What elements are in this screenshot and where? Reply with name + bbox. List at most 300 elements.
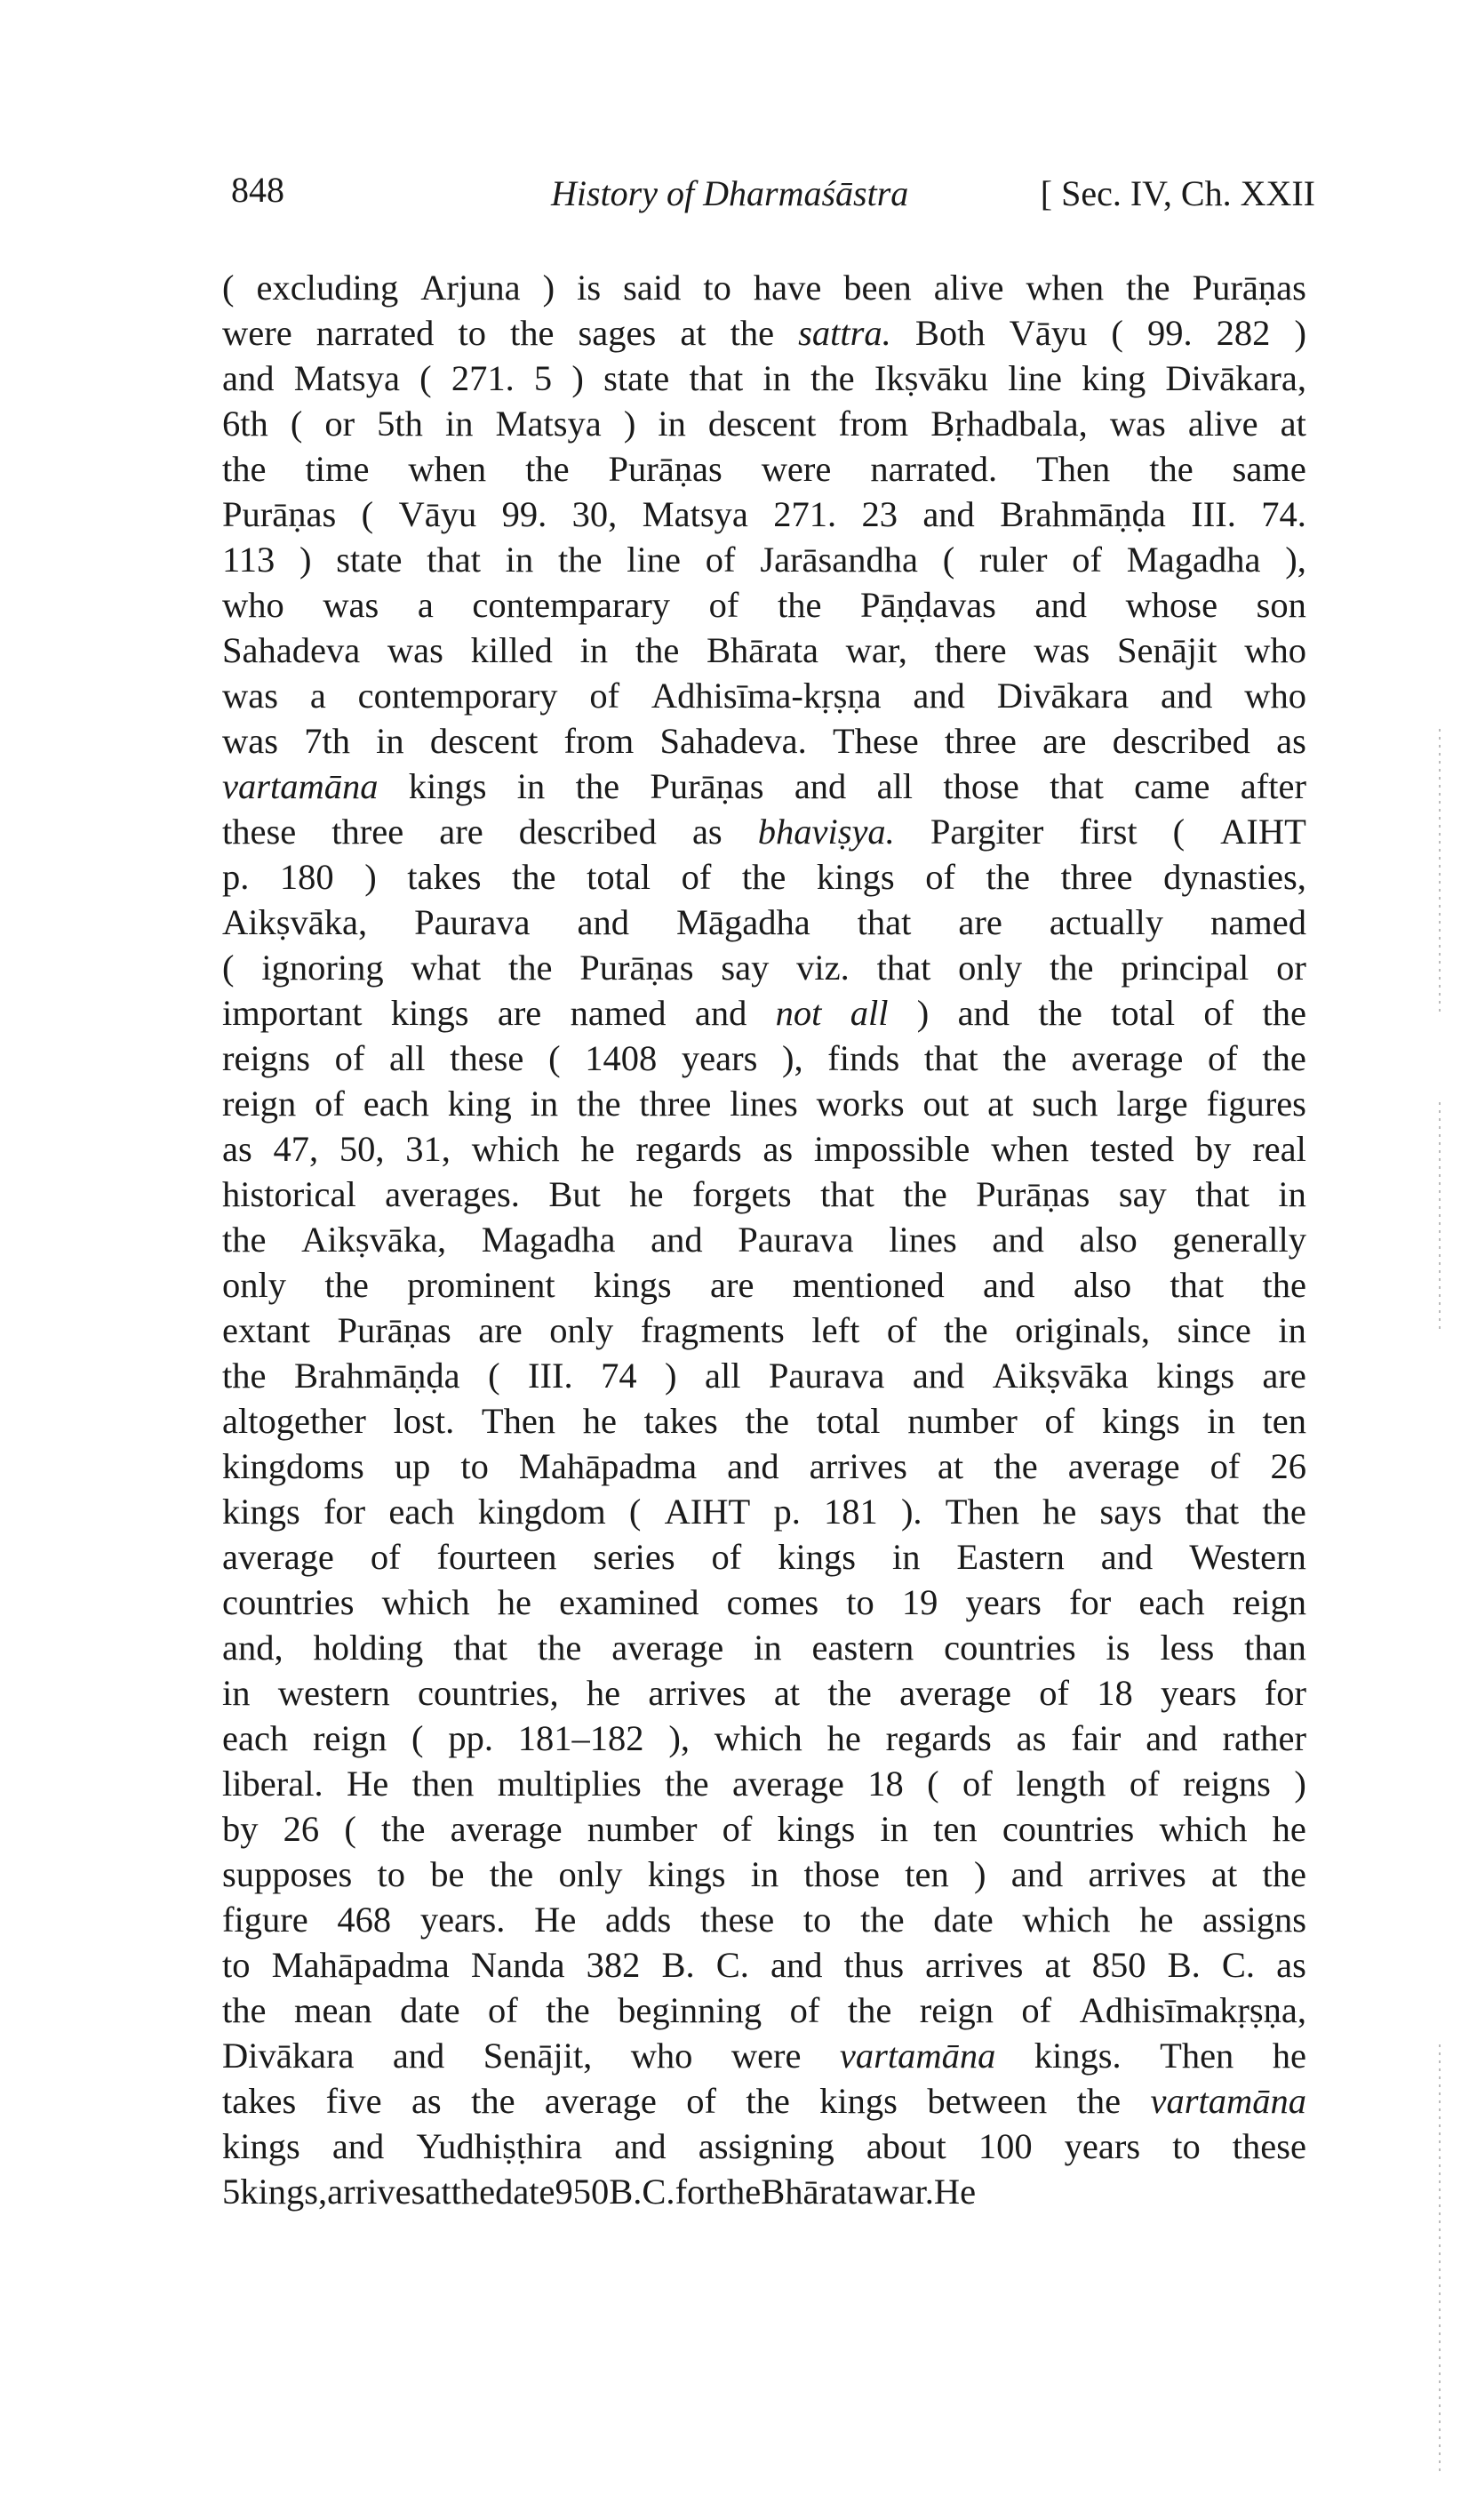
word: same [1232,449,1306,489]
word: C. [1221,1945,1256,1985]
word: the [1262,1492,1306,1532]
word: figure [222,1900,308,1940]
word: line [627,540,682,580]
word: Divākara [222,2036,355,2076]
word: the [777,585,822,625]
word: a [417,585,434,625]
word: five [325,2081,382,2121]
word: ) [623,404,636,444]
word: works [816,1084,905,1124]
word: were [222,313,292,353]
word: beginning [618,1990,762,2030]
word: pp. [448,1718,493,1758]
word: he [1272,1809,1306,1849]
word: important [222,993,363,1033]
word: those [943,766,1019,806]
word: kings [222,2126,300,2166]
text-line [222,900,1306,945]
word: Eastern [956,1537,1065,1577]
word: kings. [1034,2036,1122,2076]
word: Paurava [738,1220,854,1260]
word: and [1010,1854,1064,1894]
word: the [471,2081,515,2121]
word: the [860,1900,905,1940]
word: Adhisīma-kṛṣṇa [651,676,882,716]
word: of [789,1990,820,2030]
word: ) [364,857,377,897]
word: Senājit [1117,630,1218,670]
word: are [497,993,542,1033]
word: in [1278,1174,1306,1214]
word: 1408 [585,1038,658,1078]
word: reign [1232,1582,1306,1622]
word: Magadha [481,1220,616,1260]
word: series [593,1537,675,1577]
word: the [1076,2081,1122,2121]
word: Divākara [996,676,1130,716]
word: have [753,268,822,308]
word: ), [668,1718,690,1758]
word: number [587,1809,698,1849]
word: less [1160,1628,1215,1668]
word: the [1262,1854,1306,1894]
word: Aikṣvāka [992,1356,1129,1396]
word: 271. [773,494,837,534]
word: those [803,1854,881,1894]
word: each [363,1084,429,1124]
word: the [489,1854,534,1894]
word: 181–182 [517,1718,644,1758]
word: 30, [571,494,618,534]
word: that [876,948,931,988]
word: all [850,993,889,1033]
word: Ikṣvāku [874,358,989,398]
word: He [346,1764,389,1804]
word: for [675,2172,717,2212]
word: ( [344,1809,356,1849]
word: in [754,1628,782,1668]
word: said [623,268,682,308]
word: 271. [451,358,515,398]
word: the [558,540,603,580]
text-line [222,1580,1306,1625]
word: that [857,902,912,942]
word: extant [222,1310,310,1350]
word: or [1276,948,1306,988]
word: the [1050,948,1094,988]
word: dynasties, [1163,857,1306,897]
word: ) [571,358,584,398]
word: average [450,1809,563,1849]
word: sattra. [798,313,891,353]
word: state [336,540,403,580]
word: Magadha [1126,540,1261,580]
word: the [222,1220,267,1260]
word: fair [1071,1718,1122,1758]
word: finds [827,1038,900,1078]
word: figures [1206,1084,1306,1124]
word: king [1082,358,1146,398]
word: of [722,1809,753,1849]
word: 31, [405,1129,451,1169]
word: of [488,1990,518,2030]
word: three [1060,857,1133,897]
word: in [376,721,404,761]
word: who [1244,630,1306,670]
word: ( [361,494,374,534]
word: of [681,857,712,897]
word: of [315,1084,345,1124]
word: and [957,993,1010,1033]
text-line [222,1534,1306,1580]
word: B. [609,2172,643,2212]
word: that [453,1628,507,1668]
word: ) [974,1854,986,1894]
word: that [1195,1174,1249,1214]
word: about [866,2126,946,2166]
word: Purāṇas [1192,268,1306,308]
page-header [222,169,1315,222]
word: and [913,676,965,716]
word: averages. [385,1174,520,1214]
word: average [222,1537,334,1577]
document-page [222,169,1315,2214]
word: Purāṇas [608,449,723,489]
word: historical [222,1174,356,1214]
word: a [309,676,326,716]
word: who [222,585,284,625]
word: three [944,721,1017,761]
word: vartamāna [1150,2081,1306,2121]
word: he [1139,1900,1174,1940]
word: the [1038,993,1082,1033]
word: Matsya [642,494,748,534]
word: which [471,1129,560,1169]
word: at [937,1446,964,1486]
word: holding [313,1628,424,1668]
word: Matsya [293,358,400,398]
word: and [922,494,975,534]
word: of [1129,1764,1160,1804]
word: only [958,948,1023,988]
word: Purāṇas [579,948,694,988]
word: date [933,1900,994,1940]
word: whose [1125,585,1218,625]
word: and, [222,1628,283,1668]
word: reign [919,1990,994,2030]
word: ) [299,540,312,580]
word: ) [916,993,930,1033]
word: 5 [222,2172,241,2212]
word: reigns [222,1038,310,1078]
word: rather [1222,1718,1306,1758]
word: ( [411,1718,424,1758]
word: the [1126,268,1170,308]
word: the [324,1265,369,1305]
text-line [222,673,1306,718]
word: in [658,404,686,444]
word: is [1106,1628,1130,1668]
word: sages [578,313,657,353]
word: 74. [1261,494,1306,534]
word: says [1099,1492,1162,1532]
word: countries, [418,1673,559,1713]
word: when [1026,268,1105,308]
word: say [1118,1174,1167,1214]
word: described [1112,721,1250,761]
word: mean [293,1990,372,2030]
word: up [394,1446,431,1486]
word: ) [1294,1764,1306,1804]
word: only [549,1310,614,1350]
word: number [907,1401,1018,1441]
word: the [635,630,680,670]
word: these [699,1900,775,1940]
word: impossible [813,1129,970,1169]
word: length [1016,1764,1106,1804]
word: takes [407,857,482,897]
word: of [334,1038,365,1078]
word: that [1050,766,1104,806]
word: also [1073,1265,1132,1305]
word: the [510,313,555,353]
word: Then [1160,2036,1234,2076]
text-line [222,1942,1306,1988]
word: that [923,1038,978,1078]
word: Purāṇas [337,1310,451,1350]
word: that [427,540,481,580]
word: the [944,1310,988,1350]
word: king [447,1084,512,1124]
word: to [802,1900,832,1940]
word: out [922,1084,970,1124]
word: of [1072,540,1102,580]
word: arrives [648,1673,746,1713]
word: vartamāna [839,2036,996,2076]
word: total [1111,993,1176,1033]
word: alive [1187,404,1258,444]
word: the [537,1628,582,1668]
word: examined [559,1582,699,1622]
word: that [1185,1492,1240,1532]
word: years [1064,2126,1141,2166]
word: in [516,766,546,806]
word: and [694,993,747,1033]
word: the [847,1990,892,2030]
word: state [603,358,670,398]
word: kings [390,993,469,1033]
word: generally [1172,1220,1306,1260]
word: as [222,1129,252,1169]
word: Vāyu [1009,313,1088,353]
word: years [965,1582,1042,1622]
word: the [222,1990,267,2030]
text-line [222,2078,1306,2124]
word: for [1069,1582,1112,1622]
word: ( [628,1492,642,1532]
word: date [495,2172,555,2212]
word: Paurava [414,902,531,942]
word: contemparary [472,585,671,625]
word: III. [528,1356,573,1396]
word: the [222,449,267,489]
word: lines [889,1220,957,1260]
word: the [665,1764,709,1804]
word: reign [222,1084,297,1124]
word: the [577,1084,621,1124]
word: Divākara, [1165,358,1306,398]
word: eastern [811,1628,914,1668]
word: the [903,1174,947,1214]
word: what [411,948,482,988]
word: as [1276,1945,1306,1985]
word: ), [1285,540,1306,580]
word: viz. [796,948,850,988]
word: of [708,585,739,625]
word: kings [408,766,487,806]
word: Pargiter [930,812,1044,852]
word: Mahāpadma [518,1446,698,1486]
text-line [222,2124,1306,2169]
word: 5 [533,358,553,398]
word: 50, [339,1129,385,1169]
text-line [222,1852,1306,1897]
text-line [222,1398,1306,1444]
word: assigns [1202,1900,1306,1940]
word: at [1210,1854,1238,1894]
word: and [770,1945,823,1985]
word: takes [222,2081,297,2121]
word: descent [429,721,539,761]
word: Then [945,1492,1019,1532]
word: tested [1090,1129,1175,1169]
word: to [460,1446,489,1486]
word: Matsya [495,404,602,444]
word: the [575,766,620,806]
word: 7th [304,721,350,761]
word: Pāṇḍavas [859,585,996,625]
word: ( [488,1356,500,1396]
word: average [899,1673,1011,1713]
word: son [1256,585,1306,625]
word: in [530,1084,559,1124]
word: the [381,1809,426,1849]
word: Jarāsandha [760,540,918,580]
word: ignoring [261,948,384,988]
word: 23 [861,494,898,534]
word: Nanda [470,1945,565,1985]
word: that [1170,1265,1225,1305]
word: left [811,1310,860,1350]
word: or [324,404,355,444]
word: are [710,1265,754,1305]
word: But [548,1174,601,1214]
word: by [222,1809,259,1849]
word: the [810,358,855,398]
word: the [525,449,570,489]
word: were [731,2036,802,2076]
word: such [1032,1084,1098,1124]
word: which [1159,1809,1248,1849]
word: he [629,1174,664,1214]
word: ( [222,268,235,308]
word: kings [1101,1401,1180,1441]
word: and [992,1220,1044,1260]
word: three [331,812,404,852]
word: lost. [393,1401,455,1441]
word: comes [726,1582,819,1622]
word: in [880,1809,908,1849]
word: Yudhiṣṭhira [416,2126,583,2166]
word: of [705,540,736,580]
word: in [579,630,609,670]
word: who [1244,676,1306,716]
word: Sahadeva [222,630,361,670]
word: Both [914,313,986,353]
word: He [933,2172,977,2212]
word: ( [927,1764,939,1804]
word: these [1232,2126,1306,2166]
word: war, [845,630,907,670]
word: total [816,1401,881,1441]
word: ) [1294,313,1306,353]
word: are [1042,721,1087,761]
word: He [534,1900,577,1940]
word: kings [593,1265,672,1305]
word: average [1067,1446,1180,1486]
word: of [1208,1038,1238,1078]
word: 47, [273,1129,319,1169]
text-line [222,1988,1306,2033]
word: as [691,812,723,852]
word: the [716,2172,762,2212]
word: as [1276,721,1306,761]
word: bhaviṣya. [757,812,895,852]
word: multiplies [497,1764,642,1804]
word: are [1262,1356,1306,1396]
word: These [833,721,919,761]
text-line [222,764,1306,809]
text-line [222,1806,1306,1852]
word: 74 [601,1356,637,1396]
text-line [222,1217,1306,1262]
word: western [277,1673,390,1713]
word: there [934,630,1007,670]
word: actually [1049,902,1164,942]
word: time [305,449,370,489]
word: as [762,1129,794,1169]
word: 18 [1097,1673,1133,1713]
word: from [563,721,635,761]
word: alive [933,268,1004,308]
word: B. [1167,1945,1201,1985]
word: kings [222,1492,300,1532]
word: at [1280,404,1306,444]
word: ( [942,540,955,580]
word: liberal. [222,1764,323,1804]
word: ( [290,404,303,444]
word: 100 [978,2126,1033,2166]
text-line [222,2033,1306,2078]
word: Sahadeva. [659,721,807,761]
word: years. [419,1900,506,1940]
word: and [1034,585,1087,625]
word: years [1161,1673,1237,1713]
word: countries [944,1628,1076,1668]
word: narrated. [870,449,998,489]
word: and [331,2126,385,2166]
word: ( [419,358,432,398]
